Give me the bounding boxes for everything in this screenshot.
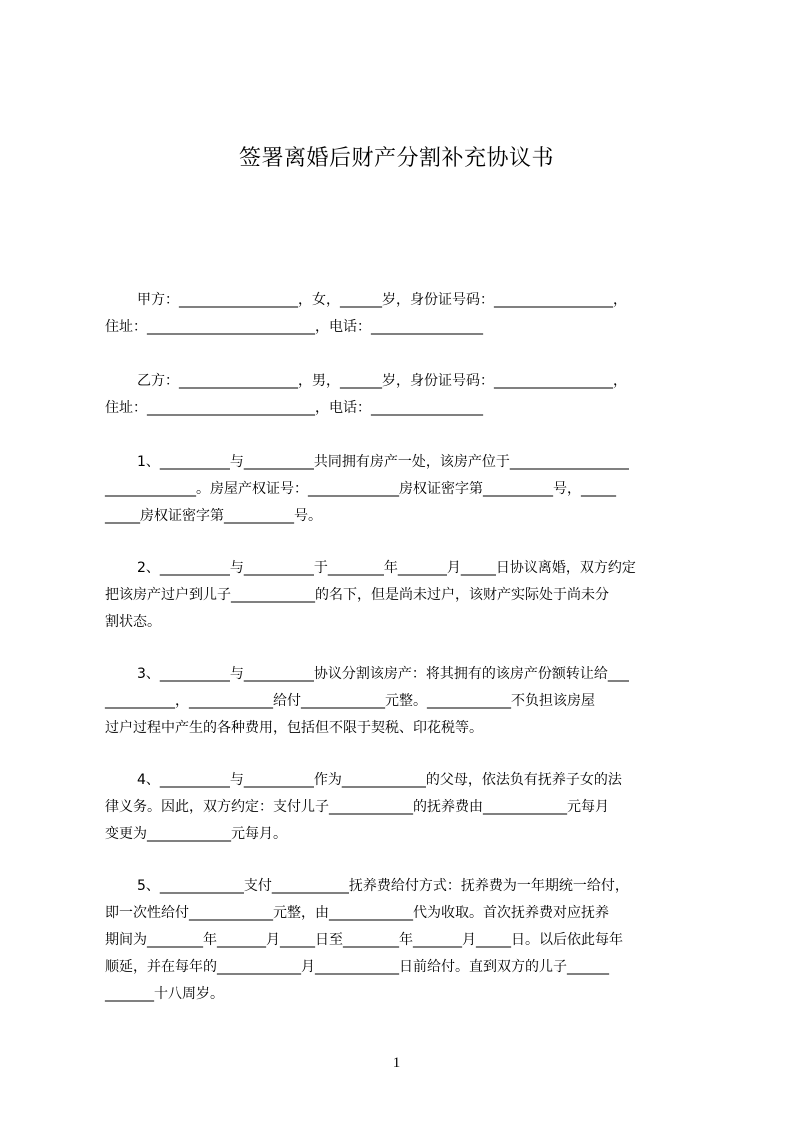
clause-1-line-2: _____________。房屋产权证号：_____________房权证密字第__________号，_____	[105, 481, 616, 497]
clause-2-line-2: 把该房产过户到儿子____________的名下，但是尚未过户，该财产实际处于尚未分	[105, 587, 609, 603]
clause-5-line-1: 5、____________支付___________抚养费给付方式：抚养费为一年期统一给付，	[137, 878, 629, 894]
clause-2-line-1: 2、__________与__________于________年_______月_____日协议离婚，双方约定	[137, 560, 636, 576]
party-b-line-1: 乙方：_________________，男，______岁，身份证号码：_________________，	[137, 373, 627, 389]
clause-4-line-2: 律义务。因此，双方约定：支付儿子____________的抚养费由____________元每月	[105, 799, 609, 815]
party-b-line-2: 住址：________________________，电话：________________	[105, 400, 483, 416]
clause-3-line-3: 过户过程中产生的各种费用，包括但不限于契税、印花税等。	[105, 720, 483, 736]
clause-4-line-1: 4、__________与__________作为____________的父母，依法负有抚养子女的法	[137, 772, 622, 788]
clause-4-line-3: 变更为____________元每月。	[105, 826, 287, 842]
party-a-line-1: 甲方：_________________，女，______岁，身份证号码：_________________，	[137, 292, 627, 308]
page-title: 签署离婚后财产分割补充协议书	[238, 146, 554, 171]
clause-5-line-3: 期间为________年_______月_____日至________年_______月_____日。以后依此每年	[105, 932, 623, 948]
clause-1-line-3: _____房权证密字第__________号。	[105, 508, 322, 524]
clause-3-line-1: 3、__________与__________协议分割该房产：将其拥有的该房产份额转让给___	[137, 666, 629, 682]
party-a-line-2: 住址：________________________，电话：________________	[105, 319, 483, 335]
clause-5-line-4: 顺延，并在每年的____________月____________日前给付。直到双方的儿子______	[105, 959, 609, 975]
clause-1-line-1: 1、__________与__________共同拥有房产一处，该房产位于_________________	[137, 454, 629, 470]
clause-5-line-5: _______十八周岁。	[105, 986, 224, 1002]
clause-5-line-2: 即一次性给付____________元整，由____________代为收取。首次抚养费对应抚养	[105, 905, 609, 921]
clause-2-line-3: 割状态。	[105, 614, 161, 630]
clause-3-line-2: __________，____________给付____________元整。____________不负担该房屋	[105, 693, 595, 709]
page-number: 1	[392, 1055, 401, 1071]
